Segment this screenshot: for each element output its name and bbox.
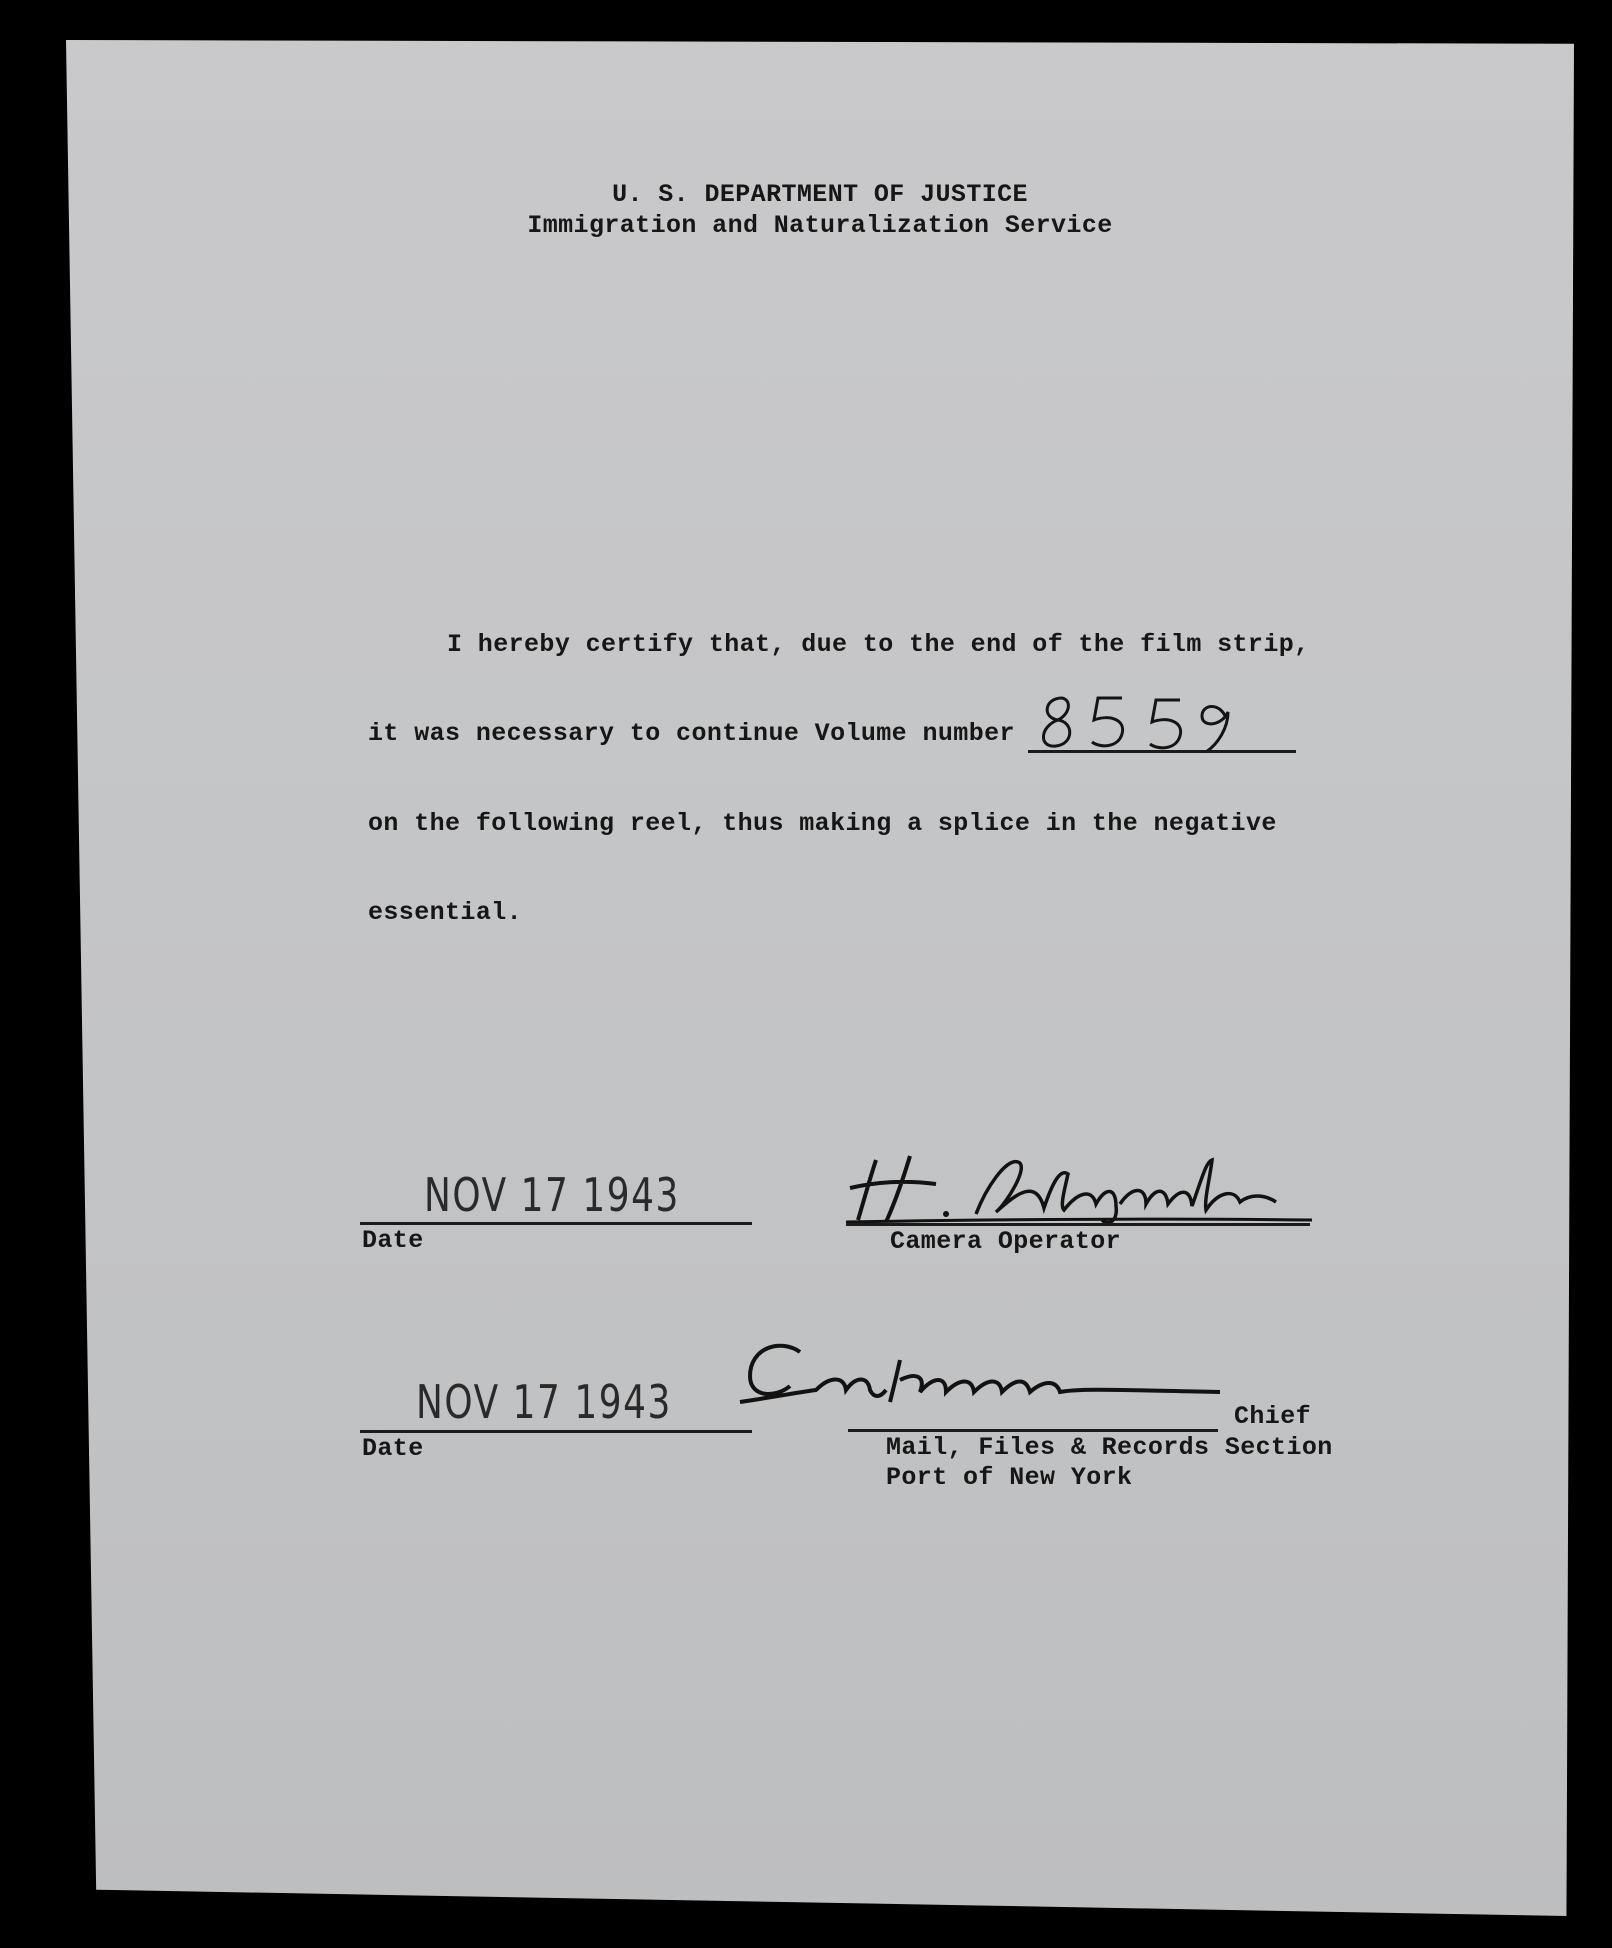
date-line-2 <box>360 1430 752 1433</box>
certification-line-2: it was necessary to continue Volume number <box>368 719 1015 748</box>
date-label-2: Date <box>362 1434 424 1463</box>
document-page <box>66 40 1574 1916</box>
certification-line-4: essential. <box>368 898 523 927</box>
certification-line-1: I hereby certify that, due to the end of the film strip, <box>447 630 1310 659</box>
service-heading: Immigration and Naturalization Service <box>527 211 1113 240</box>
certification-line-3: on the following reel, thus making a splice in the negative <box>368 809 1277 838</box>
chief-signature <box>720 1332 1240 1424</box>
signature-line-2 <box>848 1429 1218 1432</box>
date-label-1: Date <box>362 1226 424 1255</box>
date-line-1 <box>360 1222 752 1225</box>
volume-number-handwritten <box>1030 690 1260 756</box>
port-title: Port of New York <box>886 1463 1133 1492</box>
department-heading: U. S. DEPARTMENT OF JUSTICE <box>612 180 1028 209</box>
date-stamp-2: NOV 17 1943 <box>416 1375 672 1429</box>
chief-title: Chief <box>1234 1402 1312 1431</box>
camera-operator-label: Camera Operator <box>890 1227 1122 1256</box>
signature-line-1 <box>846 1223 1310 1226</box>
camera-operator-signature <box>846 1148 1316 1228</box>
date-stamp-1: NOV 17 1943 <box>424 1168 680 1222</box>
section-title: Mail, Files & Records Section <box>886 1433 1333 1462</box>
volume-number-underline <box>1028 750 1296 753</box>
